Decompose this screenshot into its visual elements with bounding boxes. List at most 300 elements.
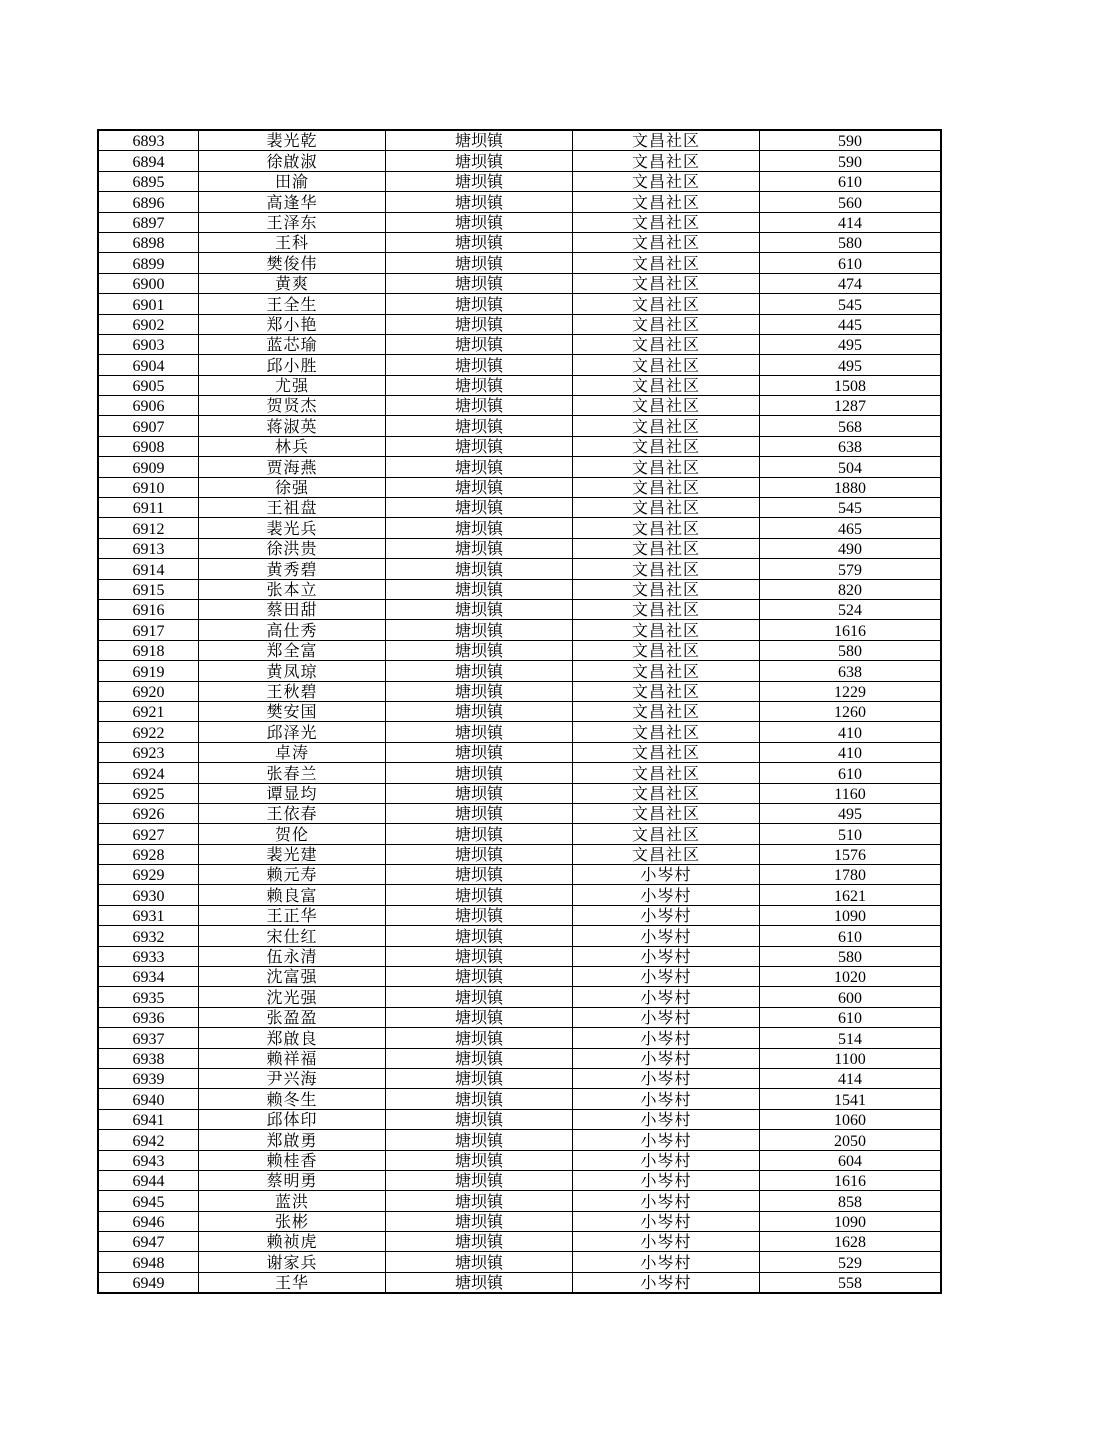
- table-row: [98, 1068, 941, 1088]
- amount-cell: 495: [760, 355, 942, 375]
- table-row: [98, 1028, 941, 1048]
- amount-cell: 445: [760, 314, 942, 334]
- table-row: [98, 987, 941, 1007]
- town-cell: 塘坝镇: [386, 967, 573, 987]
- community-cell: 文昌社区: [573, 130, 760, 151]
- community-cell: 文昌社区: [573, 192, 760, 212]
- community-cell: 文昌社区: [573, 253, 760, 273]
- row-number-cell: 6920: [98, 681, 199, 701]
- table-row: [98, 1191, 941, 1211]
- town-cell: 塘坝镇: [386, 294, 573, 314]
- name-cell: 王全生: [199, 294, 386, 314]
- town-cell: 塘坝镇: [386, 171, 573, 191]
- table-row: [98, 314, 941, 334]
- town-cell: 塘坝镇: [386, 803, 573, 823]
- row-number-cell: 6947: [98, 1232, 199, 1252]
- row-number-cell: 6938: [98, 1048, 199, 1068]
- table-row: [98, 294, 941, 314]
- name-cell: 高仕秀: [199, 620, 386, 640]
- row-number-cell: 6922: [98, 722, 199, 742]
- community-cell: 文昌社区: [573, 355, 760, 375]
- table-row: [98, 967, 941, 987]
- community-cell: 小岑村: [573, 987, 760, 1007]
- name-cell: 蓝芯瑜: [199, 334, 386, 354]
- name-cell: 蔡田甜: [199, 599, 386, 619]
- table-row: [98, 701, 941, 721]
- row-number-cell: 6937: [98, 1028, 199, 1048]
- amount-cell: 495: [760, 803, 942, 823]
- town-cell: 塘坝镇: [386, 661, 573, 681]
- table-row: [98, 1048, 941, 1068]
- row-number-cell: 6936: [98, 1007, 199, 1027]
- table-row: [98, 253, 941, 273]
- row-number-cell: 6930: [98, 885, 199, 905]
- amount-cell: 1541: [760, 1089, 942, 1109]
- amount-cell: 1880: [760, 477, 942, 497]
- table-row: [98, 498, 941, 518]
- town-cell: 塘坝镇: [386, 722, 573, 742]
- community-cell: 小岑村: [573, 1007, 760, 1027]
- amount-cell: 600: [760, 987, 942, 1007]
- community-cell: 文昌社区: [573, 416, 760, 436]
- name-cell: 谭显均: [199, 783, 386, 803]
- amount-cell: 1020: [760, 967, 942, 987]
- town-cell: 塘坝镇: [386, 640, 573, 660]
- table-row: [98, 273, 941, 293]
- town-cell: 塘坝镇: [386, 1048, 573, 1068]
- community-cell: 文昌社区: [573, 334, 760, 354]
- town-cell: 塘坝镇: [386, 824, 573, 844]
- data-table: [97, 129, 942, 1294]
- community-cell: 小岑村: [573, 1089, 760, 1109]
- community-cell: 文昌社区: [573, 375, 760, 395]
- name-cell: 尤强: [199, 375, 386, 395]
- row-number-cell: 6904: [98, 355, 199, 375]
- amount-cell: 510: [760, 824, 942, 844]
- name-cell: 裴光兵: [199, 518, 386, 538]
- table-row: [98, 477, 941, 497]
- name-cell: 沈光强: [199, 987, 386, 1007]
- amount-cell: 410: [760, 742, 942, 762]
- town-cell: 塘坝镇: [386, 844, 573, 864]
- amount-cell: 1090: [760, 905, 942, 925]
- community-cell: 文昌社区: [573, 232, 760, 252]
- community-cell: 文昌社区: [573, 212, 760, 232]
- town-cell: 塘坝镇: [386, 232, 573, 252]
- table-row: [98, 212, 941, 232]
- row-number-cell: 6901: [98, 294, 199, 314]
- community-cell: 文昌社区: [573, 783, 760, 803]
- town-cell: 塘坝镇: [386, 885, 573, 905]
- name-cell: 裴光建: [199, 844, 386, 864]
- table-row: [98, 130, 941, 151]
- row-number-cell: 6896: [98, 192, 199, 212]
- amount-cell: 504: [760, 457, 942, 477]
- town-cell: 塘坝镇: [386, 1191, 573, 1211]
- community-cell: 文昌社区: [573, 171, 760, 191]
- table-row: [98, 640, 941, 660]
- community-cell: 小岑村: [573, 946, 760, 966]
- name-cell: 蒋淑英: [199, 416, 386, 436]
- town-cell: 塘坝镇: [386, 457, 573, 477]
- amount-cell: 514: [760, 1028, 942, 1048]
- community-cell: 文昌社区: [573, 620, 760, 640]
- amount-cell: 568: [760, 416, 942, 436]
- table-row: [98, 1007, 941, 1027]
- name-cell: 谢家兵: [199, 1252, 386, 1272]
- community-cell: 文昌社区: [573, 701, 760, 721]
- name-cell: 高逢华: [199, 192, 386, 212]
- community-cell: 文昌社区: [573, 661, 760, 681]
- table-row: [98, 599, 941, 619]
- community-cell: 小岑村: [573, 1170, 760, 1190]
- row-number-cell: 6918: [98, 640, 199, 660]
- town-cell: 塘坝镇: [386, 987, 573, 1007]
- town-cell: 塘坝镇: [386, 396, 573, 416]
- row-number-cell: 6949: [98, 1272, 199, 1293]
- table-row: [98, 1211, 941, 1231]
- row-number-cell: 6942: [98, 1130, 199, 1150]
- town-cell: 塘坝镇: [386, 701, 573, 721]
- row-number-cell: 6894: [98, 151, 199, 171]
- town-cell: 塘坝镇: [386, 1150, 573, 1170]
- community-cell: 文昌社区: [573, 294, 760, 314]
- town-cell: 塘坝镇: [386, 1232, 573, 1252]
- table-row: [98, 661, 941, 681]
- row-number-cell: 6948: [98, 1252, 199, 1272]
- town-cell: 塘坝镇: [386, 416, 573, 436]
- row-number-cell: 6913: [98, 538, 199, 558]
- amount-cell: 545: [760, 498, 942, 518]
- name-cell: 王秋碧: [199, 681, 386, 701]
- town-cell: 塘坝镇: [386, 538, 573, 558]
- table-row: [98, 355, 941, 375]
- town-cell: 塘坝镇: [386, 763, 573, 783]
- row-number-cell: 6921: [98, 701, 199, 721]
- name-cell: 赖祥福: [199, 1048, 386, 1068]
- name-cell: 邱体印: [199, 1109, 386, 1129]
- row-number-cell: 6926: [98, 803, 199, 823]
- town-cell: 塘坝镇: [386, 559, 573, 579]
- town-cell: 塘坝镇: [386, 253, 573, 273]
- amount-cell: 1628: [760, 1232, 942, 1252]
- table-row: [98, 171, 941, 191]
- row-number-cell: 6906: [98, 396, 199, 416]
- amount-cell: 1576: [760, 844, 942, 864]
- town-cell: 塘坝镇: [386, 1089, 573, 1109]
- amount-cell: 560: [760, 192, 942, 212]
- name-cell: 田渝: [199, 171, 386, 191]
- town-cell: 塘坝镇: [386, 355, 573, 375]
- community-cell: 文昌社区: [573, 457, 760, 477]
- name-cell: 黄秀碧: [199, 559, 386, 579]
- table-row: [98, 844, 941, 864]
- town-cell: 塘坝镇: [386, 314, 573, 334]
- name-cell: 邱小胜: [199, 355, 386, 375]
- row-number-cell: 6925: [98, 783, 199, 803]
- amount-cell: 1780: [760, 865, 942, 885]
- amount-cell: 579: [760, 559, 942, 579]
- amount-cell: 465: [760, 518, 942, 538]
- name-cell: 宋仕红: [199, 926, 386, 946]
- name-cell: 蔡明勇: [199, 1170, 386, 1190]
- amount-cell: 580: [760, 946, 942, 966]
- row-number-cell: 6893: [98, 130, 199, 151]
- amount-cell: 529: [760, 1252, 942, 1272]
- row-number-cell: 6907: [98, 416, 199, 436]
- name-cell: 徐洪贵: [199, 538, 386, 558]
- name-cell: 沈富强: [199, 967, 386, 987]
- table-row: [98, 783, 941, 803]
- town-cell: 塘坝镇: [386, 518, 573, 538]
- community-cell: 小岑村: [573, 1272, 760, 1293]
- table-row: [98, 803, 941, 823]
- table-row: [98, 375, 941, 395]
- amount-cell: 610: [760, 926, 942, 946]
- row-number-cell: 6943: [98, 1150, 199, 1170]
- town-cell: 塘坝镇: [386, 620, 573, 640]
- name-cell: 张彬: [199, 1211, 386, 1231]
- name-cell: 徐啟淑: [199, 151, 386, 171]
- table-row: [98, 1272, 941, 1293]
- row-number-cell: 6910: [98, 477, 199, 497]
- row-number-cell: 6924: [98, 763, 199, 783]
- community-cell: 文昌社区: [573, 436, 760, 456]
- table-row: [98, 722, 941, 742]
- amount-cell: 558: [760, 1272, 942, 1293]
- table-row: [98, 742, 941, 762]
- amount-cell: 610: [760, 1007, 942, 1027]
- row-number-cell: 6935: [98, 987, 199, 1007]
- amount-cell: 638: [760, 436, 942, 456]
- name-cell: 黄爽: [199, 273, 386, 293]
- town-cell: 塘坝镇: [386, 742, 573, 762]
- data-table-container: [97, 129, 942, 1294]
- name-cell: 王正华: [199, 905, 386, 925]
- table-row: [98, 1130, 941, 1150]
- name-cell: 王华: [199, 1272, 386, 1293]
- amount-cell: 1060: [760, 1109, 942, 1129]
- row-number-cell: 6946: [98, 1211, 199, 1231]
- community-cell: 文昌社区: [573, 151, 760, 171]
- amount-cell: 1229: [760, 681, 942, 701]
- name-cell: 贺贤杰: [199, 396, 386, 416]
- town-cell: 塘坝镇: [386, 905, 573, 925]
- town-cell: 塘坝镇: [386, 334, 573, 354]
- community-cell: 小岑村: [573, 1068, 760, 1088]
- community-cell: 文昌社区: [573, 518, 760, 538]
- table-row: [98, 457, 941, 477]
- amount-cell: 590: [760, 130, 942, 151]
- amount-cell: 820: [760, 579, 942, 599]
- amount-cell: 580: [760, 232, 942, 252]
- amount-cell: 1616: [760, 620, 942, 640]
- amount-cell: 545: [760, 294, 942, 314]
- community-cell: 文昌社区: [573, 273, 760, 293]
- amount-cell: 1287: [760, 396, 942, 416]
- community-cell: 文昌社区: [573, 599, 760, 619]
- table-row: [98, 1109, 941, 1129]
- name-cell: 王泽东: [199, 212, 386, 232]
- community-cell: 小岑村: [573, 1109, 760, 1129]
- amount-cell: 490: [760, 538, 942, 558]
- town-cell: 塘坝镇: [386, 1007, 573, 1027]
- community-cell: 文昌社区: [573, 477, 760, 497]
- amount-cell: 610: [760, 171, 942, 191]
- amount-cell: 1090: [760, 1211, 942, 1231]
- name-cell: 卓涛: [199, 742, 386, 762]
- row-number-cell: 6923: [98, 742, 199, 762]
- name-cell: 赖冬生: [199, 1089, 386, 1109]
- row-number-cell: 6909: [98, 457, 199, 477]
- community-cell: 文昌社区: [573, 763, 760, 783]
- name-cell: 邱泽光: [199, 722, 386, 742]
- name-cell: 伍永清: [199, 946, 386, 966]
- row-number-cell: 6944: [98, 1170, 199, 1190]
- community-cell: 小岑村: [573, 1150, 760, 1170]
- table-row: [98, 559, 941, 579]
- name-cell: 赖良富: [199, 885, 386, 905]
- row-number-cell: 6903: [98, 334, 199, 354]
- amount-cell: 474: [760, 273, 942, 293]
- amount-cell: 1621: [760, 885, 942, 905]
- name-cell: 郑全富: [199, 640, 386, 660]
- community-cell: 小岑村: [573, 1191, 760, 1211]
- amount-cell: 1260: [760, 701, 942, 721]
- row-number-cell: 6928: [98, 844, 199, 864]
- amount-cell: 580: [760, 640, 942, 660]
- community-cell: 文昌社区: [573, 538, 760, 558]
- table-row: [98, 334, 941, 354]
- table-row: [98, 436, 941, 456]
- town-cell: 塘坝镇: [386, 375, 573, 395]
- town-cell: 塘坝镇: [386, 1130, 573, 1150]
- community-cell: 小岑村: [573, 885, 760, 905]
- name-cell: 樊安国: [199, 701, 386, 721]
- name-cell: 郑啟勇: [199, 1130, 386, 1150]
- table-row: [98, 1150, 941, 1170]
- table-row: [98, 579, 941, 599]
- amount-cell: 590: [760, 151, 942, 171]
- community-cell: 小岑村: [573, 1130, 760, 1150]
- community-cell: 小岑村: [573, 1252, 760, 1272]
- name-cell: 蓝洪: [199, 1191, 386, 1211]
- town-cell: 塘坝镇: [386, 865, 573, 885]
- community-cell: 小岑村: [573, 865, 760, 885]
- town-cell: 塘坝镇: [386, 477, 573, 497]
- name-cell: 裴光乾: [199, 130, 386, 151]
- table-row: [98, 885, 941, 905]
- table-row: [98, 416, 941, 436]
- row-number-cell: 6941: [98, 1109, 199, 1129]
- table-row: [98, 946, 941, 966]
- name-cell: 郑小艳: [199, 314, 386, 334]
- row-number-cell: 6914: [98, 559, 199, 579]
- table-row: [98, 151, 941, 171]
- name-cell: 王祖盘: [199, 498, 386, 518]
- community-cell: 文昌社区: [573, 396, 760, 416]
- community-cell: 文昌社区: [573, 681, 760, 701]
- table-row: [98, 538, 941, 558]
- row-number-cell: 6908: [98, 436, 199, 456]
- town-cell: 塘坝镇: [386, 1068, 573, 1088]
- row-number-cell: 6905: [98, 375, 199, 395]
- name-cell: 黄凤琼: [199, 661, 386, 681]
- row-number-cell: 6915: [98, 579, 199, 599]
- community-cell: 文昌社区: [573, 314, 760, 334]
- row-number-cell: 6934: [98, 967, 199, 987]
- town-cell: 塘坝镇: [386, 192, 573, 212]
- town-cell: 塘坝镇: [386, 926, 573, 946]
- row-number-cell: 6940: [98, 1089, 199, 1109]
- town-cell: 塘坝镇: [386, 130, 573, 151]
- name-cell: 赖祯虎: [199, 1232, 386, 1252]
- row-number-cell: 6945: [98, 1191, 199, 1211]
- community-cell: 小岑村: [573, 967, 760, 987]
- table-row: [98, 681, 941, 701]
- row-number-cell: 6927: [98, 824, 199, 844]
- town-cell: 塘坝镇: [386, 273, 573, 293]
- community-cell: 小岑村: [573, 926, 760, 946]
- row-number-cell: 6933: [98, 946, 199, 966]
- amount-cell: 638: [760, 661, 942, 681]
- amount-cell: 414: [760, 212, 942, 232]
- community-cell: 文昌社区: [573, 824, 760, 844]
- name-cell: 贺伦: [199, 824, 386, 844]
- town-cell: 塘坝镇: [386, 212, 573, 232]
- amount-cell: 410: [760, 722, 942, 742]
- amount-cell: 610: [760, 763, 942, 783]
- community-cell: 文昌社区: [573, 722, 760, 742]
- town-cell: 塘坝镇: [386, 1109, 573, 1129]
- name-cell: 张本立: [199, 579, 386, 599]
- town-cell: 塘坝镇: [386, 579, 573, 599]
- name-cell: 张盈盈: [199, 1007, 386, 1027]
- name-cell: 尹兴海: [199, 1068, 386, 1088]
- name-cell: 樊俊伟: [199, 253, 386, 273]
- town-cell: 塘坝镇: [386, 151, 573, 171]
- name-cell: 赖桂香: [199, 1150, 386, 1170]
- row-number-cell: 6900: [98, 273, 199, 293]
- table-row: [98, 192, 941, 212]
- amount-cell: 1160: [760, 783, 942, 803]
- table-row: [98, 518, 941, 538]
- amount-cell: 1616: [760, 1170, 942, 1190]
- amount-cell: 858: [760, 1191, 942, 1211]
- table-row: [98, 865, 941, 885]
- table-body: [98, 130, 941, 1293]
- name-cell: 林兵: [199, 436, 386, 456]
- row-number-cell: 6917: [98, 620, 199, 640]
- row-number-cell: 6932: [98, 926, 199, 946]
- community-cell: 小岑村: [573, 1048, 760, 1068]
- community-cell: 小岑村: [573, 1028, 760, 1048]
- town-cell: 塘坝镇: [386, 498, 573, 518]
- name-cell: 赖元寿: [199, 865, 386, 885]
- name-cell: 徐强: [199, 477, 386, 497]
- amount-cell: 414: [760, 1068, 942, 1088]
- amount-cell: 604: [760, 1150, 942, 1170]
- community-cell: 文昌社区: [573, 559, 760, 579]
- town-cell: 塘坝镇: [386, 783, 573, 803]
- community-cell: 小岑村: [573, 905, 760, 925]
- table-row: [98, 1170, 941, 1190]
- community-cell: 文昌社区: [573, 803, 760, 823]
- town-cell: 塘坝镇: [386, 946, 573, 966]
- community-cell: 小岑村: [573, 1232, 760, 1252]
- amount-cell: 1100: [760, 1048, 942, 1068]
- amount-cell: 610: [760, 253, 942, 273]
